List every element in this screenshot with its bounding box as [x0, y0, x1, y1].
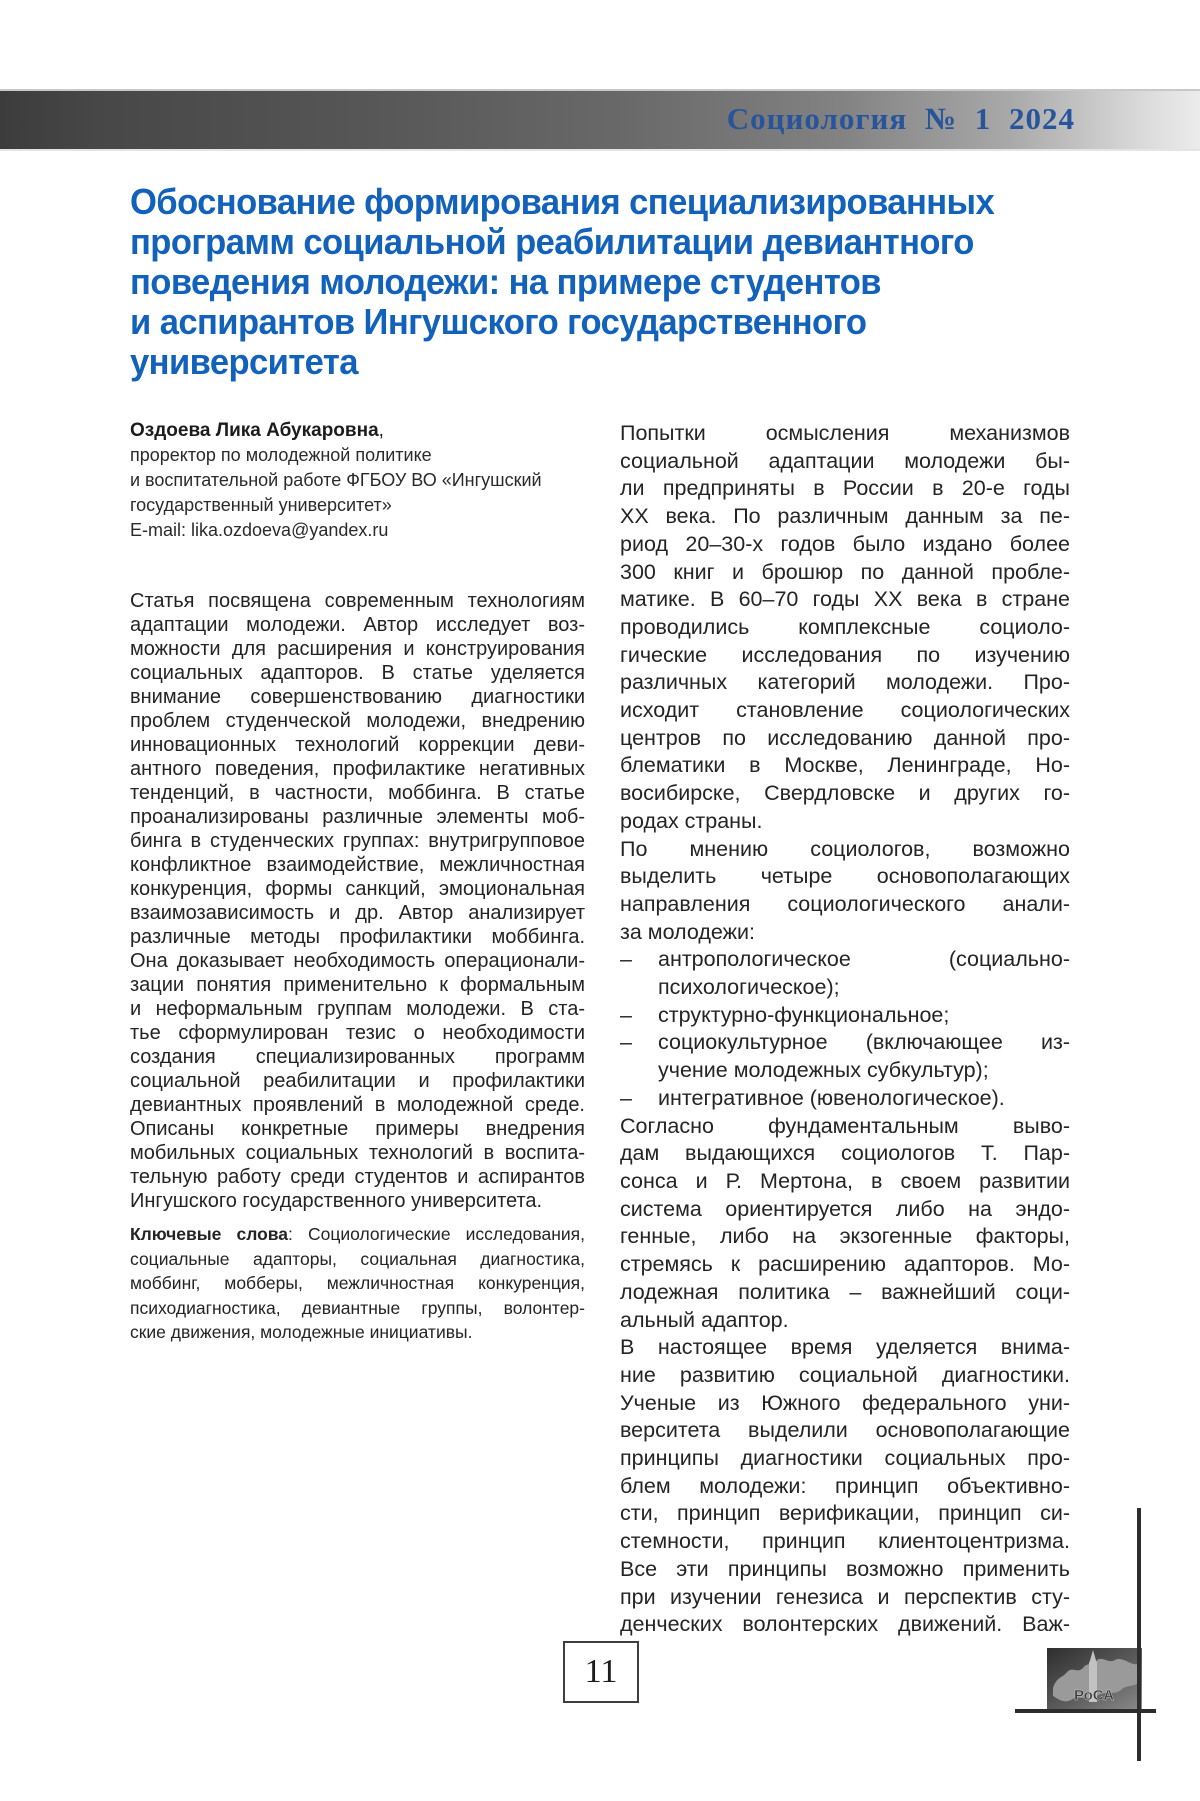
paragraph-line: верситета выделили основополагающие [620, 1418, 1070, 1443]
abstract-line: внимание совершенствованию диагностики [130, 686, 585, 708]
abstract-line: конкуренция, формы санкций, эмоциональная [130, 878, 585, 900]
paragraph-line: родах страны. [620, 808, 763, 833]
paragraph-line: В настоящее время уделяется внима- [620, 1335, 1070, 1360]
left-column [130, 418, 585, 1345]
keywords-line: психодиагностика, девиантные группы, волонтер- [130, 1297, 585, 1318]
article-title-line: поведения молодежи: на примере студентов [130, 261, 881, 302]
bullet-text-line: социокультурное (включающее из- [658, 1030, 1070, 1055]
abstract-line: проблем студенческой молодежи, внедрению [130, 710, 585, 732]
logo-text: РоСА [1073, 1687, 1115, 1704]
author-name-line [130, 418, 585, 443]
abstract-line: антного поведения, профилактике негативных [130, 758, 585, 780]
body-paragraph-3 [620, 1113, 1070, 1335]
paragraph-line: блем молодежи: принцип объективно- [620, 1473, 1070, 1498]
body-paragraph-2 [620, 836, 1070, 947]
abstract-line: тье сформулирован тезис о необходимости [130, 1022, 585, 1044]
keywords-lines [130, 1247, 585, 1345]
paragraph-line: сонса и Р. Мертона, в своем развитии [620, 1168, 1070, 1193]
abstract-line: мобильных социальных технологий в воспита- [130, 1142, 585, 1164]
keywords-first-line [130, 1222, 585, 1247]
article-title-line: университета [130, 341, 358, 382]
article-title [130, 182, 1030, 382]
keywords-line: социальные адапторы, социальная диагностика, [130, 1248, 585, 1269]
paragraph-line: сти, принцип верификации, принцип си- [620, 1501, 1070, 1526]
article-title-line: программ социальной реабилитации девиантного [130, 221, 974, 262]
bullet-text [658, 1002, 1070, 1030]
keywords-label: Ключевые слова [130, 1224, 289, 1244]
paragraph-line: за молодежи: [620, 919, 755, 944]
abstract-line: зации понятия применительно к формальным [130, 974, 585, 996]
paragraph-line: восибирске, Свердловске и других го- [620, 781, 1070, 806]
article-title-line: Обоснование формирования специализированных [130, 181, 995, 222]
keywords-line: моббинг, мобберы, межличностная конкуренция, [130, 1273, 585, 1293]
abstract-line: инновационных технологий коррекции деви- [130, 734, 585, 756]
paragraph-line: стемности, принцип клиентоцентризма. [620, 1529, 1070, 1554]
bullet-list [620, 946, 1070, 1112]
abstract [130, 589, 585, 1213]
paragraph-line: направления социологического анали- [620, 891, 1070, 916]
abstract-line: социальной реабилитации и профилактики [130, 1070, 585, 1092]
abstract-line: Ингушского государственного университета. [130, 1190, 543, 1212]
right-column [620, 420, 1070, 1639]
paragraph-line: ние развитию социальной диагностики. [620, 1362, 1070, 1387]
paragraph-line: риод 20–30-х годов было издано более [620, 531, 1070, 556]
bullet-text-line: интегративное (ювенологическое). [658, 1085, 1005, 1110]
author-affiliation-line: и воспитательной работе ФГБОУ ВО «Ингушский [130, 470, 542, 490]
abstract-line: конфликтное взаимодействие, межличностная [130, 854, 585, 876]
author-block [130, 418, 585, 543]
abstract-line: социальных адапторов. В статье уделяется [130, 662, 585, 684]
paragraph-line: 300 книг и брошюр по данной пробле- [620, 559, 1070, 584]
bullet-text-line: учение молодежных субкультур); [658, 1058, 989, 1083]
corner-mark-horizontal-line [1015, 1709, 1156, 1713]
paragraph-line: стремясь к расширению адапторов. Мо- [620, 1252, 1070, 1277]
page-number: 11 [584, 1653, 618, 1690]
paragraph-line: центров по исследованию данной про- [620, 725, 1070, 750]
bullet-dash-marker: – [620, 1002, 632, 1027]
bullet-text-line: психологическое); [658, 975, 840, 1000]
page-number-box [563, 1641, 639, 1703]
paragraph-line: при изучении генезиса и перспектив сту- [620, 1584, 1070, 1609]
author-affiliation-line: государственный университет» [130, 495, 392, 515]
paragraph-line: альный адаптор. [620, 1307, 789, 1332]
paragraph-line: система ориентируется либо на эндо- [620, 1196, 1070, 1221]
keywords-block [130, 1222, 585, 1345]
abstract-line: тельную работу среди студентов и аспирантов [130, 1166, 585, 1188]
author-affiliation-line: проректор по молодежной политике [130, 445, 432, 465]
paragraph-line: Ученые из Южного федерального уни- [620, 1390, 1070, 1415]
abstract-line: и неформальным группам молодежи. В ста- [130, 998, 585, 1020]
bullet-dash-marker: – [620, 1030, 632, 1055]
bullet-text [658, 1085, 1070, 1113]
paragraph-line: социальной адаптации молодежи бы- [620, 448, 1070, 473]
bullet-text [658, 946, 1070, 1001]
abstract-line: Описаны конкретные примеры внедрения [130, 1118, 585, 1140]
paragraph-line: гические исследования по изучению [620, 642, 1070, 667]
paragraph-line: XX века. По различным данным за пе- [620, 504, 1070, 529]
paragraph-line: Согласно фундаментальным выво- [620, 1113, 1070, 1138]
paragraph-line: различных категорий молодежи. Про- [620, 670, 1070, 695]
paragraph-line: По мнению социологов, возможно [620, 836, 1070, 861]
bullet-text [658, 1029, 1070, 1084]
bullet-dash-marker: – [620, 947, 632, 972]
paragraph-line: дам выдающихся социологов Т. Пар- [620, 1141, 1070, 1166]
body-paragraph-4 [620, 1334, 1070, 1639]
bullet-text-line: структурно-функциональное; [658, 1002, 950, 1027]
paragraph-line: исходит становление социологических [620, 698, 1070, 723]
bullet-item [620, 1002, 1070, 1030]
bullet-item [620, 1029, 1070, 1084]
author-name-suffix: , [378, 420, 384, 441]
journal-title: Социология № 1 2024 [726, 101, 1075, 136]
rosa-logo [1047, 1648, 1142, 1710]
paragraph-line: генные, либо на экзогенные факторы, [620, 1224, 1070, 1249]
paragraph-line: Попытки осмысления механизмов [620, 421, 1070, 445]
abstract-line: адаптации молодежи. Автор исследует воз- [130, 614, 585, 636]
bullet-item [620, 946, 1070, 1001]
paragraph-line: ли предприняты в России в 20-е годы [620, 476, 1070, 501]
abstract-line: создания специализированных программ [130, 1046, 585, 1068]
article-title-line: и аспирантов Ингушского государственного [130, 301, 867, 342]
bullet-dash-marker: – [620, 1085, 632, 1110]
abstract-line: взаимозависимость и др. Автор анализирует [130, 902, 585, 924]
paragraph-line: блематики в Москве, Ленинграде, Но- [620, 753, 1070, 778]
corner-mark-vertical-line [1137, 1508, 1141, 1761]
keywords-first-line-rest: : Социологические исследования, [288, 1224, 585, 1244]
abstract-line: бинга в студенческих группах: внутригрупповое [130, 830, 585, 852]
author-email: E-mail: lika.ozdoeva@yandex.ru [130, 520, 389, 540]
abstract-line: девиантных проявлений в молодежной среде. [130, 1094, 585, 1116]
abstract-line: различные методы профилактики моббинга. [130, 926, 585, 948]
bullet-text-line: антропологическое (социально- [658, 947, 1070, 972]
paragraph-line: принципы диагностики социальных про- [620, 1446, 1070, 1471]
paragraph-line: проводились комплексные социоло- [620, 614, 1070, 639]
body-paragraph-1 [620, 420, 1070, 836]
abstract-line: Статья посвящена современным технологиям [130, 590, 585, 612]
abstract-line: Она доказывает необходимость операционали- [130, 950, 585, 972]
paragraph-line: выделить четыре основополагающих [620, 864, 1070, 889]
paragraph-line: лодежная политика – важнейший соци- [620, 1279, 1070, 1304]
paragraph-line: Все эти принципы возможно применить [620, 1556, 1070, 1581]
abstract-line: проанализированы различные элементы моб- [130, 806, 585, 828]
abstract-line: тенденций, в частности, моббинга. В статье [130, 782, 585, 804]
paragraph-line: матике. В 60–70 годы XX века в стране [620, 587, 1070, 612]
bullet-item [620, 1085, 1070, 1113]
paragraph-line: денческих волонтерских движений. Важ- [620, 1612, 1070, 1637]
author-name: Оздоева Лика Абукаровна [130, 420, 379, 441]
author-affiliation [130, 443, 585, 518]
keywords-line: ские движения, молодежные инициативы. [130, 1322, 473, 1342]
abstract-line: можности для расширения и конструирования [130, 638, 585, 660]
